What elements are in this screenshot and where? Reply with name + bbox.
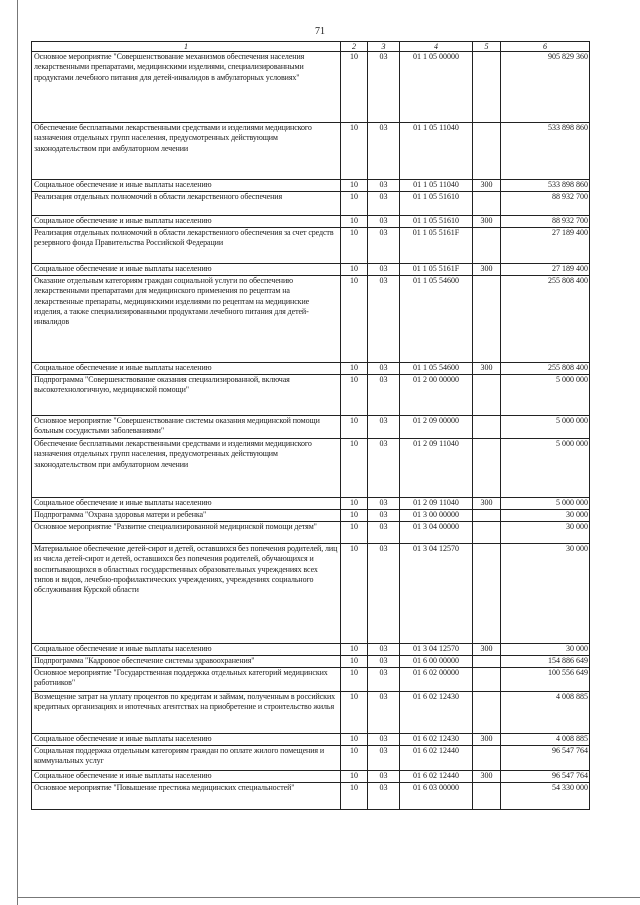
- row-name-cell: Социальное обеспечение и иные выплаты населению: [32, 644, 341, 656]
- row-section-cell: 10: [341, 746, 368, 771]
- page-left-border: [17, 0, 18, 905]
- header-cell: 6: [501, 42, 590, 52]
- row-expense-type-cell: [473, 522, 501, 544]
- table-row: [32, 668, 590, 692]
- row-amount-cell: 5 000 000: [501, 439, 590, 498]
- row-target-article-cell: 01 2 00 00000: [400, 375, 473, 416]
- row-name-cell: Социальное обеспечение и иные выплаты населению: [32, 734, 341, 746]
- row-target-article-cell: 01 2 09 11040: [400, 439, 473, 498]
- row-target-article-cell: 01 1 05 00000: [400, 52, 473, 123]
- row-expense-type-cell: 300: [473, 734, 501, 746]
- row-section-cell: 10: [341, 416, 368, 439]
- row-amount-cell: 100 556 649: [501, 668, 590, 692]
- table-row: [32, 510, 590, 522]
- table-row: [32, 52, 590, 123]
- row-name-cell: Основное мероприятие "Совершенствование механизмов обеспечения населения лекарственными препаратами, медицинскими изделиями, специализированными продуктами лечебного питания для детей-инвалидов в амбулаторных условиях": [32, 52, 341, 123]
- row-expense-type-cell: [473, 668, 501, 692]
- row-amount-cell: 255 808 400: [501, 363, 590, 375]
- row-subsection-cell: 03: [368, 734, 400, 746]
- row-amount-cell: 255 808 400: [501, 276, 590, 363]
- row-section-cell: 10: [341, 734, 368, 746]
- row-subsection-cell: 03: [368, 228, 400, 264]
- header-cell: 5: [473, 42, 501, 52]
- row-section-cell: 10: [341, 771, 368, 783]
- row-target-article-cell: 01 2 09 11040: [400, 498, 473, 510]
- table-header-row: [32, 42, 590, 52]
- header-cell: 2: [341, 42, 368, 52]
- row-target-article-cell: 01 1 05 5161F: [400, 264, 473, 276]
- row-name-cell: Реализация отдельных полномочий в области лекарственного обеспечения: [32, 192, 341, 216]
- row-amount-cell: 905 829 360: [501, 52, 590, 123]
- row-amount-cell: 533 898 860: [501, 123, 590, 180]
- row-expense-type-cell: 300: [473, 498, 501, 510]
- header-cell: 4: [400, 42, 473, 52]
- row-target-article-cell: 01 6 02 12430: [400, 734, 473, 746]
- table-row: [32, 276, 590, 363]
- row-expense-type-cell: [473, 544, 501, 644]
- row-name-cell: Оказание отдельным категориям граждан социальной услуги по обеспечению лекарственными препаратами для медицинского применения по рецептам на лекарственные препараты, медицинскими изделиями по рецептам на медицинские изделия, а также специализированными продуктами лечебного питания для детей-инвалидов: [32, 276, 341, 363]
- row-name-cell: Социальное обеспечение и иные выплаты населению: [32, 216, 341, 228]
- row-expense-type-cell: 300: [473, 644, 501, 656]
- row-name-cell: Реализация отдельных полномочий в области лекарственного обеспечения за счет средств резервного фонда Правительства Российской Федерации: [32, 228, 341, 264]
- row-expense-type-cell: [473, 416, 501, 439]
- row-subsection-cell: 03: [368, 522, 400, 544]
- row-section-cell: 10: [341, 228, 368, 264]
- row-expense-type-cell: [473, 439, 501, 498]
- row-expense-type-cell: [473, 783, 501, 810]
- row-amount-cell: 30 000: [501, 522, 590, 544]
- row-subsection-cell: 03: [368, 644, 400, 656]
- table-row: [32, 692, 590, 734]
- row-subsection-cell: 03: [368, 52, 400, 123]
- table-row: [32, 734, 590, 746]
- row-target-article-cell: 01 3 04 12570: [400, 644, 473, 656]
- row-section-cell: 10: [341, 644, 368, 656]
- row-target-article-cell: 01 3 04 00000: [400, 522, 473, 544]
- row-target-article-cell: 01 3 04 12570: [400, 544, 473, 644]
- row-subsection-cell: 03: [368, 746, 400, 771]
- row-expense-type-cell: [473, 510, 501, 522]
- table-row: [32, 216, 590, 228]
- row-section-cell: 10: [341, 510, 368, 522]
- row-name-cell: Обеспечение бесплатными лекарственными средствами и изделиями медицинского назначения отдельных групп населения, предусмотренных действующим законодательством при амбулаторном лечении: [32, 123, 341, 180]
- row-target-article-cell: 01 6 02 12440: [400, 746, 473, 771]
- table-row: [32, 363, 590, 375]
- row-section-cell: 10: [341, 52, 368, 123]
- row-target-article-cell: 01 3 00 00000: [400, 510, 473, 522]
- row-section-cell: 10: [341, 439, 368, 498]
- row-name-cell: Основное мероприятие "Повышение престижа медицинских специальностей": [32, 783, 341, 810]
- table-row: [32, 192, 590, 216]
- row-expense-type-cell: 300: [473, 771, 501, 783]
- row-section-cell: 10: [341, 180, 368, 192]
- row-subsection-cell: 03: [368, 375, 400, 416]
- row-amount-cell: 5 000 000: [501, 498, 590, 510]
- header-cell: 1: [32, 42, 341, 52]
- row-subsection-cell: 03: [368, 264, 400, 276]
- row-target-article-cell: 01 1 05 51610: [400, 192, 473, 216]
- row-amount-cell: 30 000: [501, 644, 590, 656]
- row-target-article-cell: 01 1 05 11040: [400, 180, 473, 192]
- row-name-cell: Социальное обеспечение и иные выплаты населению: [32, 180, 341, 192]
- table-row: [32, 771, 590, 783]
- row-amount-cell: 27 189 400: [501, 228, 590, 264]
- row-subsection-cell: 03: [368, 192, 400, 216]
- row-name-cell: Подпрограмма "Охрана здоровья матери и ребенка": [32, 510, 341, 522]
- row-amount-cell: 96 547 764: [501, 771, 590, 783]
- row-subsection-cell: 03: [368, 510, 400, 522]
- row-target-article-cell: 01 6 02 12440: [400, 771, 473, 783]
- table-row: [32, 783, 590, 810]
- row-name-cell: Основное мероприятие "Развитие специализированной медицинской помощи детям": [32, 522, 341, 544]
- row-subsection-cell: 03: [368, 439, 400, 498]
- row-amount-cell: 88 932 700: [501, 216, 590, 228]
- header-cell: 3: [368, 42, 400, 52]
- row-amount-cell: 54 330 000: [501, 783, 590, 810]
- table-row: [32, 375, 590, 416]
- row-target-article-cell: 01 6 02 00000: [400, 668, 473, 692]
- table-row: [32, 416, 590, 439]
- table-row: [32, 180, 590, 192]
- row-section-cell: 10: [341, 668, 368, 692]
- row-expense-type-cell: [473, 123, 501, 180]
- table-row: [32, 439, 590, 498]
- table-row: [32, 498, 590, 510]
- row-subsection-cell: 03: [368, 656, 400, 668]
- row-section-cell: 10: [341, 276, 368, 363]
- row-subsection-cell: 03: [368, 544, 400, 644]
- row-expense-type-cell: [473, 228, 501, 264]
- row-amount-cell: 5 000 000: [501, 416, 590, 439]
- table-row: [32, 264, 590, 276]
- row-name-cell: Социальное обеспечение и иные выплаты населению: [32, 363, 341, 375]
- row-target-article-cell: 01 6 02 12430: [400, 692, 473, 734]
- row-name-cell: Подпрограмма "Кадровое обеспечение системы здравоохранения": [32, 656, 341, 668]
- budget-table: [31, 41, 590, 810]
- row-target-article-cell: 01 1 05 5161F: [400, 228, 473, 264]
- row-target-article-cell: 01 2 09 00000: [400, 416, 473, 439]
- table-row: [32, 123, 590, 180]
- row-amount-cell: 96 547 764: [501, 746, 590, 771]
- row-section-cell: 10: [341, 375, 368, 416]
- row-subsection-cell: 03: [368, 123, 400, 180]
- row-subsection-cell: 03: [368, 180, 400, 192]
- row-amount-cell: 4 008 885: [501, 734, 590, 746]
- row-name-cell: Обеспечение бесплатными лекарственными средствами и изделиями медицинского назначения отдельных групп населения, предусмотренных действующим законодательством при амбулаторном лечении: [32, 439, 341, 498]
- row-section-cell: 10: [341, 498, 368, 510]
- row-expense-type-cell: [473, 375, 501, 416]
- row-target-article-cell: 01 1 05 11040: [400, 123, 473, 180]
- row-subsection-cell: 03: [368, 692, 400, 734]
- row-target-article-cell: 01 6 03 00000: [400, 783, 473, 810]
- page-number: 71: [315, 26, 325, 37]
- row-subsection-cell: 03: [368, 668, 400, 692]
- row-expense-type-cell: [473, 192, 501, 216]
- row-amount-cell: 154 886 649: [501, 656, 590, 668]
- row-section-cell: 10: [341, 363, 368, 375]
- row-subsection-cell: 03: [368, 783, 400, 810]
- table-row: [32, 544, 590, 644]
- row-section-cell: 10: [341, 216, 368, 228]
- row-expense-type-cell: 300: [473, 180, 501, 192]
- table-row: [32, 644, 590, 656]
- row-target-article-cell: 01 1 05 54600: [400, 276, 473, 363]
- row-amount-cell: 30 000: [501, 510, 590, 522]
- row-name-cell: Подпрограмма "Совершенствование оказания специализированной, включая высокотехнологичную, медицинской помощи": [32, 375, 341, 416]
- row-amount-cell: 30 000: [501, 544, 590, 644]
- table-row: [32, 746, 590, 771]
- row-amount-cell: 5 000 000: [501, 375, 590, 416]
- row-section-cell: 10: [341, 692, 368, 734]
- table-row: [32, 228, 590, 264]
- row-expense-type-cell: 300: [473, 363, 501, 375]
- table-row: [32, 522, 590, 544]
- row-subsection-cell: 03: [368, 416, 400, 439]
- row-expense-type-cell: 300: [473, 264, 501, 276]
- row-name-cell: Социальное обеспечение и иные выплаты населению: [32, 771, 341, 783]
- row-amount-cell: 533 898 860: [501, 180, 590, 192]
- row-section-cell: 10: [341, 192, 368, 216]
- row-target-article-cell: 01 1 05 54600: [400, 363, 473, 375]
- row-expense-type-cell: [473, 276, 501, 363]
- row-name-cell: Основное мероприятие "Государственная поддержка отдельных категорий медицинских работников": [32, 668, 341, 692]
- row-name-cell: Возмещение затрат на уплату процентов по кредитам и займам, полученным в российских кредитных организациях и ипотечных агентствах на приобретение и строительство жилья: [32, 692, 341, 734]
- row-amount-cell: 27 189 400: [501, 264, 590, 276]
- table-body: [32, 52, 590, 810]
- row-subsection-cell: 03: [368, 771, 400, 783]
- row-name-cell: Социальное обеспечение и иные выплаты населению: [32, 264, 341, 276]
- row-section-cell: 10: [341, 123, 368, 180]
- page-bottom-border: [17, 897, 640, 898]
- row-section-cell: 10: [341, 783, 368, 810]
- row-amount-cell: 88 932 700: [501, 192, 590, 216]
- row-expense-type-cell: [473, 692, 501, 734]
- row-subsection-cell: 03: [368, 498, 400, 510]
- row-section-cell: 10: [341, 656, 368, 668]
- row-section-cell: 10: [341, 264, 368, 276]
- row-section-cell: 10: [341, 544, 368, 644]
- row-name-cell: Основное мероприятие "Совершенствование системы оказания медицинской помощи больным сосудистыми заболеваниями": [32, 416, 341, 439]
- row-expense-type-cell: 300: [473, 216, 501, 228]
- row-section-cell: 10: [341, 522, 368, 544]
- row-expense-type-cell: [473, 656, 501, 668]
- row-subsection-cell: 03: [368, 276, 400, 363]
- row-amount-cell: 4 008 885: [501, 692, 590, 734]
- table-row: [32, 656, 590, 668]
- row-target-article-cell: 01 1 05 51610: [400, 216, 473, 228]
- row-target-article-cell: 01 6 00 00000: [400, 656, 473, 668]
- row-name-cell: Социальная поддержка отдельным категориям граждан по оплате жилого помещения и коммунальных услуг: [32, 746, 341, 771]
- row-name-cell: Материальное обеспечение детей-сирот и детей, оставшихся без попечения родителей, лиц из числа детей-сирот и детей, оставшихся без попечения родителей, обучающихся и воспитывающихся в областных государственных образовательных учреждениях всех типов и видов, лечебно-профилактических учреждениях, учреждениях социального обслуживания Курской области: [32, 544, 341, 644]
- row-subsection-cell: 03: [368, 216, 400, 228]
- row-name-cell: Социальное обеспечение и иные выплаты населению: [32, 498, 341, 510]
- row-expense-type-cell: [473, 746, 501, 771]
- row-expense-type-cell: [473, 52, 501, 123]
- row-subsection-cell: 03: [368, 363, 400, 375]
